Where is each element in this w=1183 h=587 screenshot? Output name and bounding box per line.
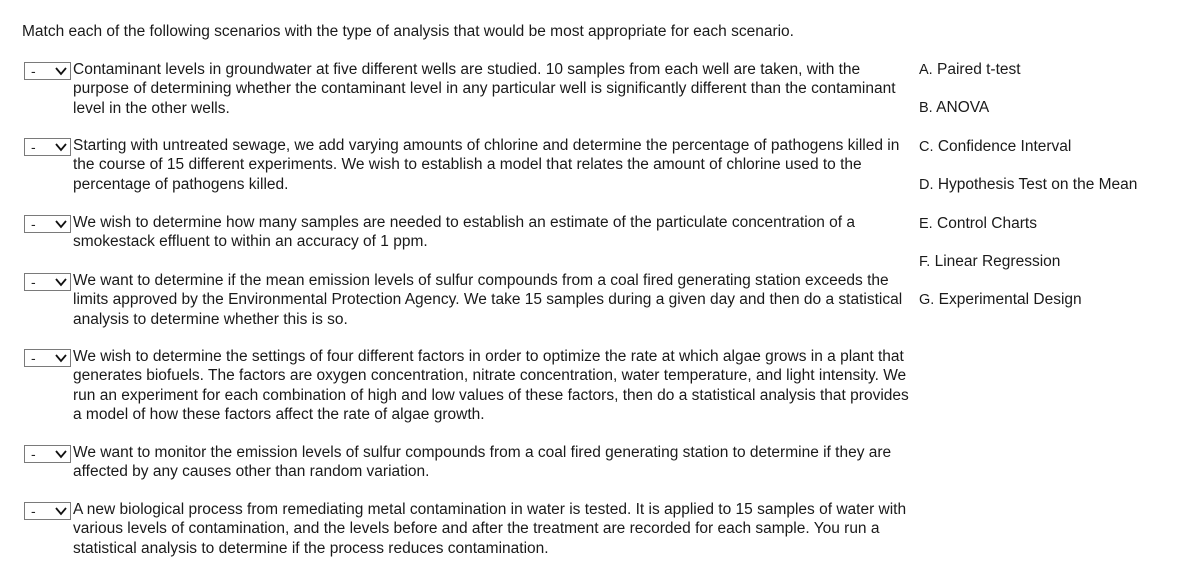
- choice-e: [919, 214, 1137, 252]
- chevron-down-icon: [54, 352, 68, 364]
- scenario-6-answer-select[interactable]: [24, 445, 71, 463]
- scenario-4-answer-select[interactable]: [24, 273, 71, 291]
- choice-b-letter: B.: [919, 100, 933, 117]
- scenario-3-text: We wish to determine how many samples are needed to establish an estimate of the particulate concentration of a smokestack effluent to within an accuracy of 1 ppm.: [73, 214, 856, 251]
- scenario-3-answer-select[interactable]: [24, 215, 71, 233]
- scenario-5: [24, 347, 919, 424]
- choice-g: [919, 290, 1137, 328]
- choice-e-letter: E.: [919, 215, 933, 232]
- choice-d-label: Hypothesis Test on the Mean: [937, 176, 1138, 194]
- choice-c: [919, 137, 1137, 175]
- choice-g-letter: G.: [919, 292, 935, 309]
- scenario-1: [24, 60, 919, 118]
- chevron-down-icon: [54, 505, 68, 517]
- scenario-7-selected-value: -: [31, 503, 36, 519]
- choice-a-letter: A.: [919, 62, 933, 78]
- instructions: Match each of the following scenarios with the type of analysis that would be most appropriate for each scenario.: [22, 23, 794, 40]
- choice-c-letter: C.: [919, 138, 934, 155]
- choice-f: [919, 252, 1137, 290]
- choice-f-label: Linear Regression: [934, 252, 1061, 270]
- scenario-7-answer-select[interactable]: [24, 502, 71, 520]
- choice-d-letter: D.: [919, 177, 934, 194]
- choice-f-letter: F.: [919, 253, 931, 270]
- chevron-down-icon: [54, 141, 68, 153]
- scenario-5-answer-select[interactable]: [24, 349, 71, 367]
- scenario-3-selected-value: -: [31, 216, 36, 232]
- scenario-2: [24, 136, 919, 194]
- chevron-down-icon: [54, 276, 68, 288]
- scenario-1-selected-value: -: [31, 63, 36, 79]
- answer-choices: [919, 60, 1137, 329]
- scenario-6-text: We want to monitor the emission levels of sulfur compounds from a coal fired generating station to determine if they are affected by any causes other than random variation.: [73, 444, 892, 481]
- scenario-2-selected-value: -: [31, 139, 36, 155]
- scenario-1-text: Contaminant levels in groundwater at five different wells are studied. 10 samples from each well are taken, with the purpose of determining whether the contaminant level in any particular well is significantly different than the contaminant level in the other wells.: [73, 61, 896, 117]
- scenario-4: [24, 271, 919, 329]
- choice-a: [919, 60, 1137, 98]
- scenario-2-text: Starting with untreated sewage, we add varying amounts of chlorine and determine the percentage of pathogens killed in the course of 15 different experiments. We wish to establish a model that relates the amount of chlorine used to the percentage of pathogens killed.: [73, 137, 900, 193]
- scenario-1-answer-select[interactable]: [24, 62, 71, 80]
- scenario-3: [24, 213, 919, 252]
- choice-e-label: Control Charts: [937, 214, 1037, 232]
- choice-a-label: Paired t-test: [937, 61, 1021, 78]
- choice-b: [919, 98, 1137, 136]
- scenario-7: [24, 500, 919, 558]
- scenario-6: [24, 443, 919, 482]
- choice-b-label: ANOVA: [936, 99, 990, 117]
- choice-c-label: Confidence Interval: [937, 137, 1072, 155]
- chevron-down-icon: [54, 448, 68, 460]
- scenario-7-text: A new biological process from remediating metal contamination in water is tested. It is applied to 15 samples of water with various levels of contamination, and the levels before and after the treatment are recorded for each sample. You run a statistical analysis to determine if the process reduces contamination.: [73, 501, 907, 557]
- scenario-5-selected-value: -: [31, 350, 36, 366]
- choice-d: [919, 175, 1137, 213]
- chevron-down-icon: [54, 65, 68, 77]
- scenario-4-selected-value: -: [31, 274, 36, 290]
- scenario-2-answer-select[interactable]: [24, 138, 71, 156]
- scenario-5-text: We wish to determine the settings of four different factors in order to optimize the rate at which algae grows in a plant that generates biofuels. The factors are oxygen concentration, nitrate concentration, water temperature, and light intensity. We run an experiment for each combination of high and low values of these factors, then do a statistical analysis that provides a model of how these factors affect the rate of algae growth.: [73, 348, 909, 423]
- scenario-6-selected-value: -: [31, 446, 36, 462]
- choice-g-label: Experimental Design: [938, 291, 1082, 309]
- scenario-4-text: We want to determine if the mean emission levels of sulfur compounds from a coal fired generating station exceeds the limits approved by the Environmental Protection Agency. We take 15 samples during a given day and then do a statistical analysis to determine whether this is so.: [73, 272, 903, 328]
- chevron-down-icon: [54, 218, 68, 230]
